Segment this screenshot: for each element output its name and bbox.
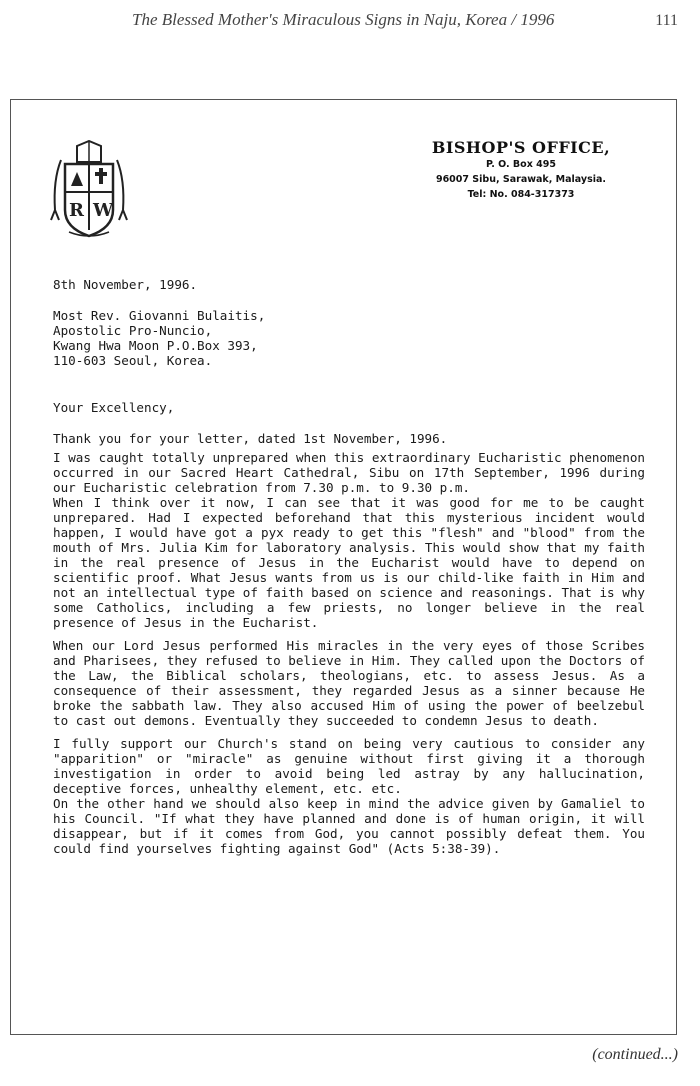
- recipient-line: Most Rev. Giovanni Bulaitis,: [53, 308, 266, 323]
- letter-body: [53, 450, 645, 856]
- recipient-line: Kwang Hwa Moon P.O.Box 393,: [53, 338, 258, 353]
- salutation: Your Excellency,: [53, 400, 175, 415]
- running-head: The Blessed Mother's Miraculous Signs in Naju, Korea / 1996: [132, 10, 555, 29]
- letterhead-tel: Tel: No. 084-317373: [467, 189, 575, 200]
- continued-note: (continued...): [592, 1046, 678, 1063]
- svg-text:W: W: [93, 200, 114, 221]
- letterhead-address: 96007 Sibu, Sarawak, Malaysia.: [435, 174, 607, 185]
- recipient-line: Apostolic Pro-Nuncio,: [53, 323, 213, 338]
- svg-text:R: R: [69, 200, 84, 221]
- letterhead-title: BISHOP'S OFFICE,: [431, 138, 611, 157]
- body-paragraph: When I think over it now, I can see that it was good for me to be caught unprepared. Had I expected beforehand that this mysterious incident would happen, I would have got a pyx ready to get this "flesh" and "blood" from the mouth of Mrs. Julia Kim for laboratory analysis. This would show that my faith in the real presence of Jesus in the Eucharist would have to depend on scientific proof. What Jesus wants from us is our child-like faith in Him and not an intellectual type of faith based on science and reasonings. That is why some Catholics, including a few priests, no longer believe in the real presence of Jesus in the Eucharist.: [53, 495, 645, 630]
- diocesan-coat-of-arms-icon: [47, 140, 131, 240]
- body-paragraph: I was caught totally unprepared when this extraordinary Eucharistic phenomenon occurred in our Sacred Heart Cathedral, Sibu on 17th September, 1996 during our Eucharistic celebration from 7.30 p.m. to 9.30 p.m.: [53, 450, 645, 495]
- letterhead-pobox: P. O. Box 495: [486, 159, 556, 170]
- recipient-line: 110-603 Seoul, Korea.: [53, 353, 213, 368]
- letterhead: [381, 138, 661, 202]
- body-paragraph: I fully support our Church's stand on being very cautious to consider any "apparition" or "miracle" as genuine without first giving it a thorough investigation in order to avoid being led astray by any hallucination, deceptive forces, unhealthy element, etc. etc.: [53, 736, 645, 796]
- body-paragraph: When our Lord Jesus performed His miracles in the very eyes of those Scribes and Pharisees, they refused to believe in Him. They called upon the Doctors of the Law, the Biblical scholars, theologians, etc. to assess Jesus. As a consequence of their assessment, they regarded Jesus as a sinner because He broke the sabbath law. They also accused Him of using the power of beelzebul to cast out demons. Eventually they succeeded to condemn Jesus to death.: [53, 638, 645, 728]
- page-number: 111: [655, 12, 678, 29]
- recipient-address: [53, 308, 265, 368]
- letter-frame: [10, 99, 677, 1035]
- letter-date: 8th November, 1996.: [53, 277, 198, 292]
- thanks-line: Thank you for your letter, dated 1st November, 1996.: [53, 431, 448, 446]
- body-paragraph: On the other hand we should also keep in mind the advice given by Gamaliel to his Council. "If what they have planned and done is of human origin, it will disappear, but if it comes from God, you cannot possibly defeat them. You could find yourselves fighting against God" (Acts 5:38-39).: [53, 796, 645, 856]
